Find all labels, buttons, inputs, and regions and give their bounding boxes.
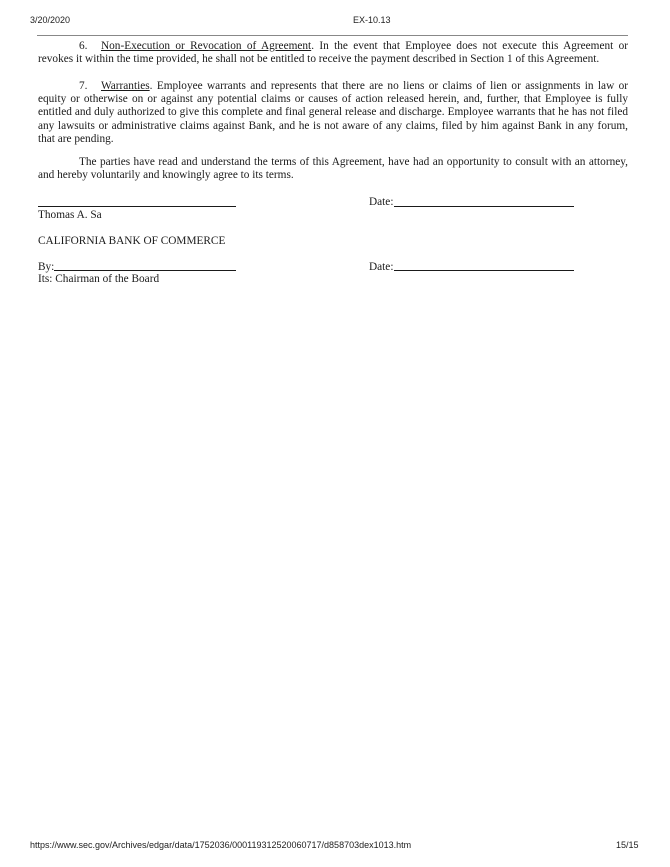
source-url[interactable]: https://www.sec.gov/Archives/edgar/data/1752036/000119312520060717/d858703dex1013.htm [30, 840, 412, 850]
company-signature-line [54, 270, 236, 271]
employee-name: Thomas A. Sa [38, 209, 102, 221]
paragraph-number: 7. [79, 80, 88, 92]
print-date: 3/20/2020 [30, 15, 71, 25]
by-label: By: [38, 261, 55, 273]
paragraph-heading: Warranties [101, 80, 150, 92]
paragraph-number: 6. [79, 40, 88, 52]
date-line-1 [394, 206, 574, 207]
header-rule [37, 35, 628, 36]
date-label-2: Date: [369, 261, 394, 273]
page-number: 15/15 [616, 840, 639, 850]
paragraph-6 [38, 40, 628, 66]
date-line-2 [394, 270, 574, 271]
employee-signature-line [38, 206, 236, 207]
paragraph-heading: Non-Execution or Revocation of Agreement [101, 40, 312, 52]
signer-title: Its: Chairman of the Board [38, 273, 160, 285]
company-name: CALIFORNIA BANK OF COMMERCE [38, 235, 226, 247]
closing-paragraph: The parties have read and understand the terms of this Agreement, have had an opportunity to consult with an attorney, and hereby voluntarily and knowingly agree to its terms. [38, 156, 628, 182]
paragraph-text: . Employee warrants and represents that there are no liens or claims of lien or assignments in law or equity or otherwise on or against any potential claims or causes of action released herein, and, further, that Employee is fully entitled and duly authorized to give this complete and final general release and discharge. Employee warrants that he has not filed any lawsuits or administrative claims against Bank, and he is not aware of any claims, filed by him against Bank in any forum, that are pending. [38, 80, 628, 145]
paragraph-7 [38, 80, 628, 146]
paragraph-text: . In the event that Employee does not execute this Agreement or revokes it within the time provided, he shall not be entitled to receive the payment described in Section 1 of this Agreement. [38, 40, 629, 66]
date-label-1: Date: [369, 196, 394, 208]
document-title: EX-10.13 [353, 15, 391, 25]
